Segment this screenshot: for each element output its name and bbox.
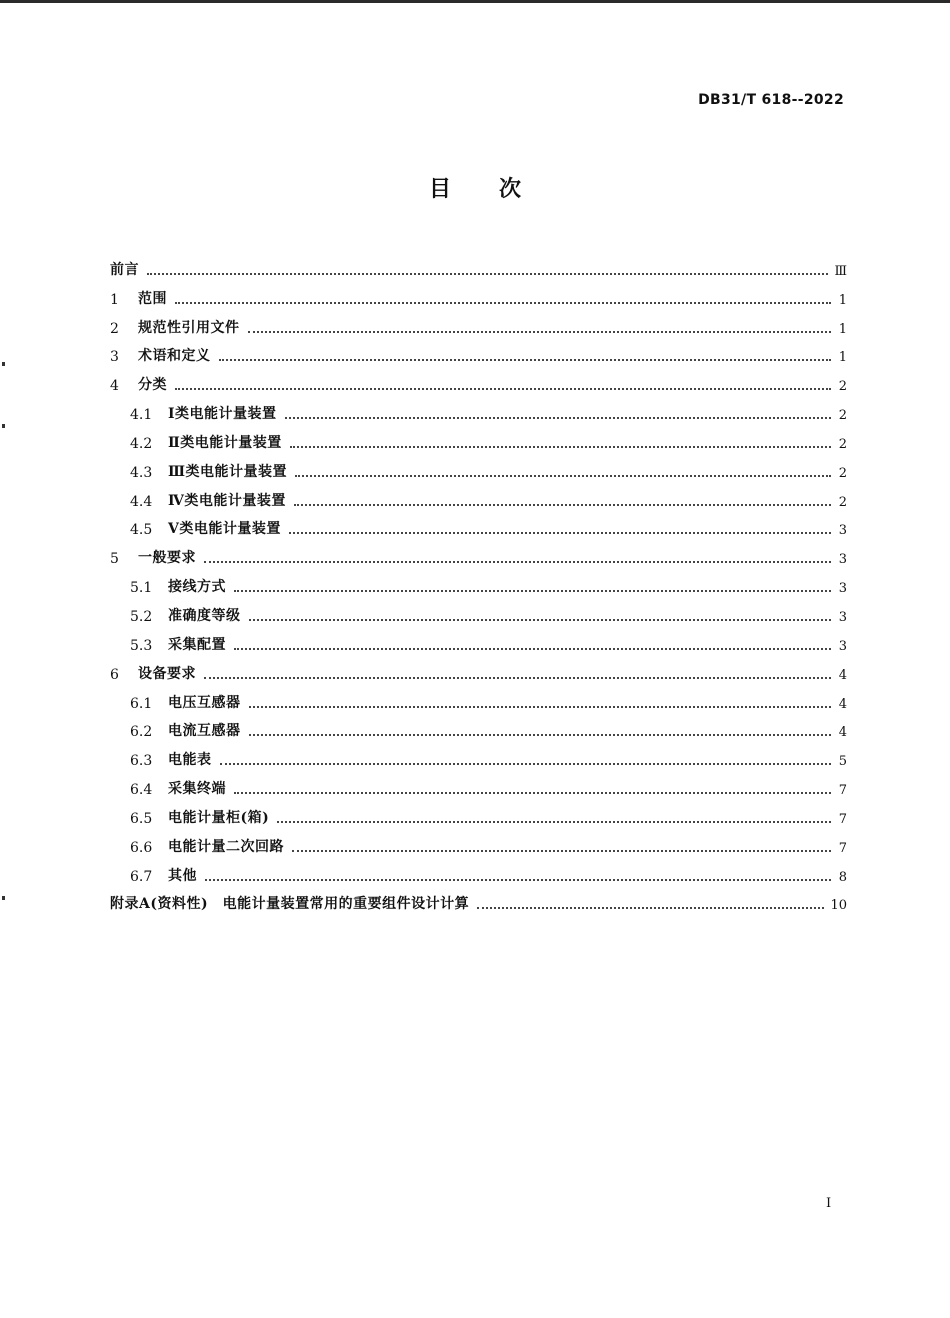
toc-entry-number: 4.4 <box>130 493 153 510</box>
toc-entry-page: 3 <box>838 581 847 597</box>
toc-entry-label: 采集配置 <box>168 636 226 653</box>
toc-entry-label: 接线方式 <box>168 579 226 596</box>
toc-entry-label: 电流互感器 <box>168 723 241 740</box>
toc-entry-number: 6.3 <box>130 753 153 770</box>
toc-entry-5-1[interactable] <box>110 567 847 596</box>
toc-entry-number: 4.5 <box>130 522 153 539</box>
toc-entry-number: 6.5 <box>130 810 153 827</box>
toc-entry-6-5[interactable] <box>110 798 847 827</box>
toc-entry-page: 2 <box>838 379 847 395</box>
toc-entry-label: 分类 <box>138 377 167 394</box>
toc-entry-6-3[interactable] <box>110 740 847 769</box>
toc-entry-page: 10 <box>830 898 847 914</box>
toc-entry-number: 6.7 <box>130 868 153 885</box>
toc-leader-dots <box>234 792 831 794</box>
toc-entry-foreword[interactable] <box>110 250 847 279</box>
toc-leader-dots <box>292 850 831 852</box>
toc-leader-dots <box>220 763 832 765</box>
toc-entry-4-2[interactable] <box>110 423 847 452</box>
toc-entry-number: 3 <box>110 349 119 366</box>
toc-entry-number: 5.3 <box>130 637 153 654</box>
toc-entry-label: Ⅱ类电能计量装置 <box>168 434 282 451</box>
toc-entry-number: 6.4 <box>130 782 153 799</box>
toc-leader-dots <box>249 619 832 621</box>
toc-leader-dots <box>249 706 832 708</box>
toc-entry-page: 3 <box>838 638 847 654</box>
toc-leader-dots <box>175 388 831 390</box>
toc-entry-label: Ⅲ类电能计量装置 <box>168 463 288 480</box>
toc-entry-page: 7 <box>838 783 847 799</box>
toc-entry-4-5[interactable] <box>110 510 847 539</box>
toc-leader-dots <box>295 475 831 477</box>
toc-entry-page: 2 <box>838 465 847 481</box>
toc-entry-label: 一般要求 <box>138 550 196 567</box>
toc-entry-5[interactable] <box>110 538 847 567</box>
toc-leader-dots <box>204 561 831 563</box>
toc-entry-6-6[interactable] <box>110 827 847 856</box>
toc-entry-label: 电压互感器 <box>168 694 241 711</box>
toc-leader-dots <box>290 446 831 448</box>
toc-entry-1[interactable] <box>110 279 847 308</box>
toc-entry-page: 4 <box>838 725 847 741</box>
toc-title <box>0 172 950 203</box>
toc-leader-dots <box>289 532 831 534</box>
scan-margin-mark <box>2 424 5 428</box>
toc-entry-number: 6.1 <box>130 695 153 712</box>
toc-entry-number: 1 <box>110 291 119 308</box>
toc-leader-dots <box>219 359 832 361</box>
toc-leader-dots <box>277 821 831 823</box>
toc-entry-page: 1 <box>838 350 847 366</box>
toc-entry-page: 3 <box>838 552 847 568</box>
toc-entry-appendix-a[interactable] <box>110 885 847 914</box>
toc-entry-label: 范围 <box>138 290 167 307</box>
toc-entry-label: Ⅳ类电能计量装置 <box>168 492 286 509</box>
toc-entry-page: 8 <box>838 869 847 885</box>
scan-top-edge <box>0 0 950 3</box>
page-number: I <box>826 1196 832 1211</box>
toc-entry-label: 术语和定义 <box>138 348 211 365</box>
toc-entry-6-7[interactable] <box>110 856 847 885</box>
toc-entry-number: 6.6 <box>130 839 153 856</box>
toc-entry-4-3[interactable] <box>110 452 847 481</box>
toc-title-char-2: 次 <box>499 177 522 202</box>
toc-entry-label: 附录A(资料性) 电能计量装置常用的重要组件设计计算 <box>110 896 470 913</box>
toc-entry-label: 其他 <box>168 867 197 884</box>
toc-entry-page: Ⅲ <box>834 263 847 279</box>
toc-entry-number: 2 <box>110 320 119 337</box>
toc-entry-page: 3 <box>838 523 847 539</box>
toc-entry-label: Ⅴ类电能计量装置 <box>168 521 281 538</box>
toc-entry-label: 前言 <box>110 261 139 278</box>
toc-leader-dots <box>234 590 831 592</box>
toc-entry-number: 5.1 <box>130 580 153 597</box>
toc-leader-dots <box>249 734 832 736</box>
toc-entry-number: 4.3 <box>130 464 153 481</box>
toc-entry-6-1[interactable] <box>110 683 847 712</box>
toc-entry-page: 5 <box>838 754 847 770</box>
toc-entry-number: 5 <box>110 551 119 568</box>
toc-entry-page: 1 <box>838 292 847 308</box>
toc-entry-4-4[interactable] <box>110 481 847 510</box>
toc-leader-dots <box>147 273 828 275</box>
toc-entry-number: 4.1 <box>130 407 153 424</box>
table-of-contents <box>110 250 847 913</box>
scan-margin-mark <box>2 362 5 366</box>
toc-entry-page: 7 <box>838 811 847 827</box>
toc-leader-dots <box>477 907 824 909</box>
toc-entry-page: 3 <box>838 609 847 625</box>
toc-entry-label: 电能计量二次回路 <box>168 838 284 855</box>
toc-entry-4-1[interactable] <box>110 394 847 423</box>
toc-entry-page: 1 <box>838 321 847 337</box>
toc-entry-page: 2 <box>838 436 847 452</box>
toc-leader-dots <box>175 302 831 304</box>
toc-entry-3[interactable] <box>110 337 847 366</box>
toc-entry-2[interactable] <box>110 308 847 337</box>
toc-entry-label: Ⅰ类电能计量装置 <box>168 406 277 423</box>
toc-entry-number: 5.2 <box>130 608 153 625</box>
toc-entry-number: 6 <box>110 666 119 683</box>
toc-entry-page: 2 <box>838 408 847 424</box>
toc-entry-number: 4.2 <box>130 435 153 452</box>
document-code: DB31/T 618--2022 <box>698 92 844 108</box>
toc-entry-5-3[interactable] <box>110 625 847 654</box>
toc-leader-dots <box>248 331 832 333</box>
toc-leader-dots <box>285 417 831 419</box>
toc-entry-page: 4 <box>838 696 847 712</box>
toc-entry-number: 6.2 <box>130 724 153 741</box>
toc-entry-page: 7 <box>838 840 847 856</box>
toc-entry-label: 规范性引用文件 <box>138 319 240 336</box>
toc-title-char-1: 目 <box>428 177 451 202</box>
toc-entry-6-4[interactable] <box>110 769 847 798</box>
toc-entry-5-2[interactable] <box>110 596 847 625</box>
toc-leader-dots <box>205 879 831 881</box>
scan-margin-mark <box>2 896 5 900</box>
toc-entry-page: 4 <box>838 667 847 683</box>
toc-leader-dots <box>234 648 831 650</box>
toc-entry-label: 电能计量柜(箱) <box>168 809 270 826</box>
toc-entry-6-2[interactable] <box>110 712 847 741</box>
toc-entry-label: 电能表 <box>168 752 212 769</box>
toc-entry-6[interactable] <box>110 654 847 683</box>
toc-leader-dots <box>204 677 831 679</box>
toc-leader-dots <box>294 504 831 506</box>
toc-entry-number: 4 <box>110 378 119 395</box>
toc-entry-label: 采集终端 <box>168 781 226 798</box>
toc-entry-label: 设备要求 <box>138 665 196 682</box>
toc-entry-page: 2 <box>838 494 847 510</box>
toc-entry-4[interactable] <box>110 365 847 394</box>
toc-entry-label: 准确度等级 <box>168 607 241 624</box>
